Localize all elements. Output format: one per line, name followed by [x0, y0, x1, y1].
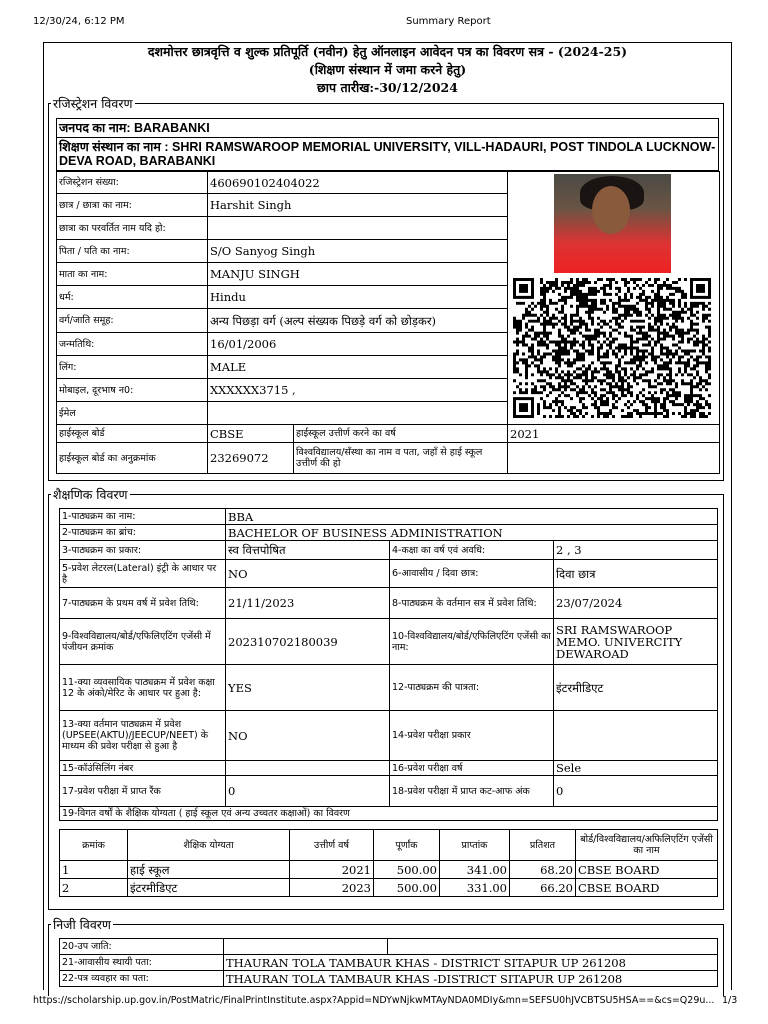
registration-field-label: माता का नाम:: [57, 263, 208, 286]
qualification-header: प्रतिशत: [510, 830, 576, 861]
academic-field-value: दिवा छात्र: [554, 560, 718, 588]
academic-field-value: 202310702180039: [226, 619, 390, 665]
subcaste-label: 20-उप जाति:: [60, 939, 224, 955]
hs-board-label: हाईस्कूल बोर्ड: [57, 425, 208, 443]
hs-institute-label: विश्वविद्यालय/सँस्था का नाम व पता, जहाँ से हाई स्कूल उत्तीर्ण की हो: [294, 443, 508, 474]
report-title: दशमोत्तर छात्रवृत्ति व शुल्क प्रतिपूर्ति (नवीन) हेतु ऑनलाइन आवेदन पत्र का विवरण सत्र - (2024-25): [147, 44, 628, 59]
qualification-cell: 500.00: [374, 879, 440, 897]
qualification-title: 19-विगत वर्षों के शैक्षिक योग्यता ( हाई स्कूल एवं अन्य उच्चतर कक्षाओं) का विवरण: [60, 807, 718, 821]
registration-field-value: MALE: [208, 356, 508, 379]
academic-field-label: 14-प्रवेश परीक्षा प्रकार: [390, 711, 554, 761]
academic-field-value: Sele: [554, 761, 718, 776]
hs-board-value: CBSE: [208, 425, 294, 443]
print-page-title: Summary Report: [406, 16, 491, 27]
academic-field-value: [554, 711, 718, 761]
academic-field-value: YES: [226, 665, 390, 711]
academic-field-label: 8-पाठ्यक्रम के वर्तमान सत्र में प्रवेश तिथि:: [390, 588, 554, 619]
qualification-cell: 2: [60, 879, 128, 897]
academic-row: [60, 761, 718, 776]
qualification-cell: हाई स्कूल: [128, 861, 290, 879]
qualification-cell: 66.20: [510, 879, 576, 897]
registration-field-label: जन्मतिथि:: [57, 333, 208, 356]
course-branch-value: BACHELOR OF BUSINESS ADMINISTRATION: [226, 525, 718, 541]
permanent-address-label: 21-आवासीय स्थायी पता:: [60, 955, 224, 971]
qualification-cell: 2023: [290, 879, 374, 897]
permanent-address-value: THAURAN TOLA TAMBAUR KHAS - DISTRICT SITAPUR UP 261208: [224, 955, 718, 971]
qualification-cell: 341.00: [440, 861, 510, 879]
registration-field-value: [208, 217, 508, 240]
qualification-header: क्रमांक: [60, 830, 128, 861]
qr-code: [513, 278, 711, 418]
qualification-cell: 68.20: [510, 861, 576, 879]
report-subtitle: (शिक्षण संस्थान में जमा करने हेतु): [308, 62, 467, 77]
academic-field-value: 21/11/2023: [226, 588, 390, 619]
registration-field-value: 16/01/2006: [208, 333, 508, 356]
qualification-row: [60, 879, 718, 897]
academic-field-label: 5-प्रवेश लेटरल(Lateral) इंट्री के आधार पर है: [60, 560, 226, 588]
registration-field-label: धर्म:: [57, 286, 208, 309]
personal-table: [59, 938, 718, 987]
print-page-number: 1/3: [722, 995, 738, 1006]
academic-field-label: 13-क्या वर्तमान पाठ्यक्रम में प्रवेश (UPSEE(AKTU)/JEECUP/NEET) के माध्यम की प्रवेश परीक्षा से हुआ है: [60, 711, 226, 761]
academic-row: [60, 619, 718, 665]
registration-field-value: XXXXXX3715 ,: [208, 379, 508, 402]
academic-row: [60, 776, 718, 807]
registration-field-value: Harshit Singh: [208, 194, 508, 217]
academic-field-value: [226, 761, 390, 776]
academic-field-label: 16-प्रवेश परीक्षा वर्ष: [390, 761, 554, 776]
institute-name: शिक्षण संस्थान का नाम : SHRI RAMSWAROOP MEMORIAL UNIVERSITY, VILL-HADAURI, POST TINDOLA LUCKNOW-DEVA ROAD, BARABANKI: [57, 138, 719, 171]
print-datetime: 12/30/24, 6:12 PM: [33, 16, 125, 27]
academic-field-label: 12-पाठ्यक्रम की पात्रता:: [390, 665, 554, 711]
academic-field-value: स्व वित्तपोषित: [226, 541, 390, 560]
hs-roll-value: 23269072: [208, 443, 294, 474]
correspondence-address-value: THAURAN TOLA TAMBAUR KHAS -DISTRICT SITAPUR UP 261208: [224, 971, 718, 987]
hs-institute-value: [508, 443, 720, 474]
registration-field-label: छात्र / छात्रा का नाम:: [57, 194, 208, 217]
academic-table: [59, 508, 718, 821]
correspondence-address-label: 22-पत्र व्यवहार का पता:: [60, 971, 224, 987]
print-url[interactable]: https://scholarship.up.gov.in/PostMatric/FinalPrintInstitute.aspx?Appid=NDYwNjkwMTAyNDA0MDIy&mn=SEFSU0hJVCBTSU5HSA==&cs=Q29u...: [33, 995, 715, 1006]
academic-row: [60, 711, 718, 761]
registration-field-label: ईमेल: [57, 402, 208, 425]
course-branch-label: 2-पाठ्यक्रम का ब्रांच:: [60, 525, 226, 541]
academic-row: [60, 541, 718, 560]
registration-field-value: MANJU SINGH: [208, 263, 508, 286]
qualification-header: उत्तीर्ण वर्ष: [290, 830, 374, 861]
academic-field-value: NO: [226, 711, 390, 761]
qualification-cell: इंटरमीडिएट: [128, 879, 290, 897]
personal-legend: निजी विवरण: [53, 917, 111, 932]
print-date: छाप तारीख:-30/12/2024: [317, 80, 458, 95]
academic-field-label: 4-कक्षा का वर्ष एवं अवधि:: [390, 541, 554, 560]
qualification-cell: 500.00: [374, 861, 440, 879]
qualification-header: शैक्षिक योग्यता: [128, 830, 290, 861]
registration-header-table: [56, 118, 719, 171]
hs-roll-label: हाईस्कूल बोर्ड का अनुक्रमांक: [57, 443, 208, 474]
hs-year-value: 2021: [508, 425, 720, 443]
registration-field-value: अन्य पिछड़ा वर्ग (अल्प संख्यक पिछड़े वर्ग को छोड़कर): [208, 309, 508, 333]
academic-field-value: 23/07/2024: [554, 588, 718, 619]
qualification-header: बोर्ड/विश्वविद्यालय/अफिलिएटिंग एजेंसी का नाम: [576, 830, 718, 861]
qualification-header: प्राप्तांक: [440, 830, 510, 861]
academic-field-label: 10-विश्वविद्यालय/बोर्ड/एफिलिएटिंग एजेंसी का नाम:: [390, 619, 554, 665]
academic-field-value: SRI RAMSWAROOP MEMO. UNIVERCITY DEWAROAD: [554, 619, 718, 665]
qualification-header: पूर्णांक: [374, 830, 440, 861]
academic-field-label: 18-प्रवेश परीक्षा में प्राप्त कट-आफ अंक: [390, 776, 554, 807]
subcaste-value: [224, 939, 388, 955]
registration-legend: रजिस्ट्रेशन विवरण: [53, 96, 133, 111]
academic-legend: शैक्षणिक विवरण: [53, 487, 128, 502]
academic-field-label: 3-पाठ्यक्रम का प्रकार:: [60, 541, 226, 560]
course-name-value: BBA: [226, 509, 718, 525]
academic-field-value: इंटरमीडिएट: [554, 665, 718, 711]
academic-field-label: 6-आवासीय / दिवा छात्र:: [390, 560, 554, 588]
registration-field-label: पिता / पति का नाम:: [57, 240, 208, 263]
registration-field-value: 460690102404022: [208, 172, 508, 194]
academic-row: [60, 588, 718, 619]
academic-field-value: 2 , 3: [554, 541, 718, 560]
district-name: जनपद का नाम: BARABANKI: [57, 119, 719, 138]
academic-field-label: 7-पाठ्यक्रम के प्रथम वर्ष में प्रवेश तिथि:: [60, 588, 226, 619]
student-photo: [554, 174, 671, 273]
academic-field-label: 11-क्या व्यवसायिक पाठ्यक्रम में प्रवेश कक्षा 12 के अंको/मेरिट के आधार पर हुआ है:: [60, 665, 226, 711]
academic-field-label: 9-विश्वविद्यालय/बोर्ड/एफिलिएटिंग एजेंसी में पंजीयन क्रमांक: [60, 619, 226, 665]
registration-field-value: [208, 402, 508, 425]
academic-row: [60, 665, 718, 711]
registration-field-label: छात्रा का परवर्तित नाम यदि हो:: [57, 217, 208, 240]
registration-field-label: वर्ग/जाति समूह:: [57, 309, 208, 333]
registration-field-value: Hindu: [208, 286, 508, 309]
academic-field-value: 0: [554, 776, 718, 807]
academic-field-label: 15-कॉउंसिलिंग नंबर: [60, 761, 226, 776]
qualification-table: [59, 829, 718, 897]
registration-field-label: मोबाइल, दूरभाष न0:: [57, 379, 208, 402]
qualification-cell: 2021: [290, 861, 374, 879]
qualification-row: [60, 861, 718, 879]
academic-field-value: 0: [226, 776, 390, 807]
qualification-cell: CBSE BOARD: [576, 879, 718, 897]
hs-year-label: हाईस्कूल उत्तीर्ण करने का वर्ष: [294, 425, 508, 443]
qualification-cell: 331.00: [440, 879, 510, 897]
registration-field-label: लिंग:: [57, 356, 208, 379]
qualification-cell: CBSE BOARD: [576, 861, 718, 879]
academic-field-label: 17-प्रवेश परीक्षा में प्राप्त रैंक: [60, 776, 226, 807]
qualification-cell: 1: [60, 861, 128, 879]
academic-field-value: NO: [226, 560, 390, 588]
registration-field-value: S/O Sanyog Singh: [208, 240, 508, 263]
course-name-label: 1-पाठ्यक्रम का नाम:: [60, 509, 226, 525]
academic-row: [60, 560, 718, 588]
registration-field-label: रजिस्ट्रेशन संख्या:: [57, 172, 208, 194]
